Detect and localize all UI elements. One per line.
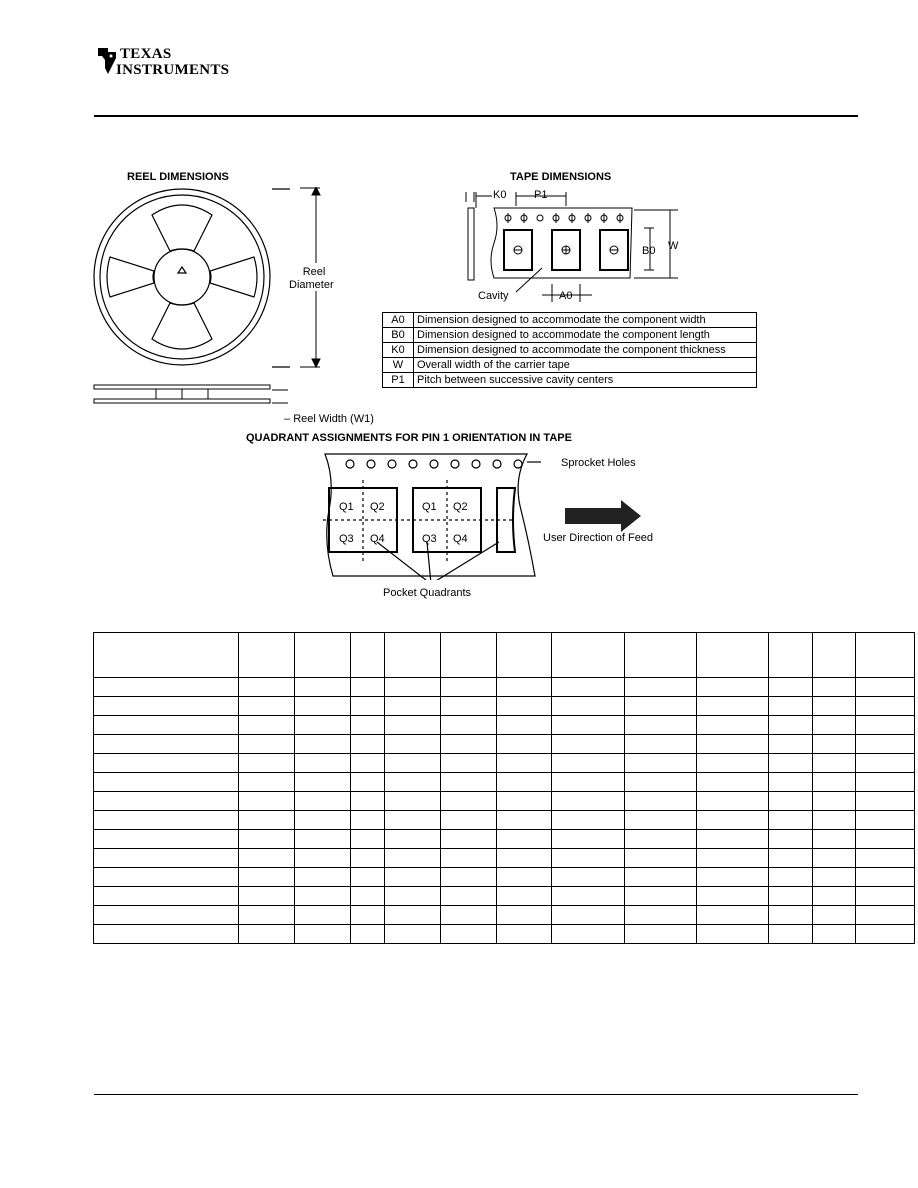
legend-key: A0 — [383, 313, 414, 328]
legend-key: P1 — [383, 373, 414, 388]
legend-desc: Overall width of the carrier tape — [414, 358, 757, 373]
legend-key: B0 — [383, 328, 414, 343]
quadrant-q4-a: Q4 — [370, 533, 385, 545]
reel-title: REEL DIMENSIONS — [127, 171, 229, 183]
tape-k0-label: K0 — [493, 189, 507, 201]
reel-dimension-arrows — [300, 187, 330, 417]
table-row — [94, 887, 915, 906]
legend-row — [383, 358, 757, 373]
tape-w-label: W — [668, 240, 679, 252]
table-row — [94, 735, 915, 754]
reel-diagram — [90, 185, 290, 430]
footer-rule — [94, 1094, 858, 1095]
legend-row — [383, 373, 757, 388]
reel-diameter-label-1: Reel — [302, 266, 326, 278]
table-row — [94, 906, 915, 925]
reel-diameter-label-2: Diameter — [289, 279, 334, 291]
legend-row — [383, 343, 757, 358]
quadrant-q2-b: Q2 — [453, 501, 468, 513]
brand-name — [116, 46, 229, 78]
tape-p1-label: P1 — [534, 189, 548, 201]
table-header-row — [94, 633, 915, 678]
legend-key: K0 — [383, 343, 414, 358]
table-row — [94, 792, 915, 811]
feed-arrow-icon — [565, 500, 641, 532]
tape-b0-label: B0 — [642, 245, 656, 257]
tape-legend-table — [382, 312, 757, 388]
table-row — [94, 773, 915, 792]
legend-key: W — [383, 358, 414, 373]
table-row — [94, 849, 915, 868]
table-row — [94, 678, 915, 697]
quadrant-title: QUADRANT ASSIGNMENTS FOR PIN 1 ORIENTATION IN TAPE — [246, 432, 572, 444]
tape-a0-label: A0 — [559, 290, 573, 302]
brand-line-1: TEXAS — [120, 46, 172, 62]
table-row — [94, 811, 915, 830]
legend-desc: Dimension designed to accommodate the component thickness — [414, 343, 757, 358]
reel-width-text: Reel Width (W1) — [293, 413, 374, 425]
table-row — [94, 830, 915, 849]
legend-desc: Dimension designed to accommodate the component length — [414, 328, 757, 343]
tape-reel-info-table — [93, 632, 915, 944]
table-row — [94, 754, 915, 773]
brand-line-2: INSTRUMENTS — [116, 62, 230, 78]
legend-desc: Dimension designed to accommodate the component width — [414, 313, 757, 328]
quadrant-q3-b: Q3 — [422, 533, 437, 545]
ti-logo-icon — [96, 46, 118, 76]
table-row — [94, 697, 915, 716]
quadrant-q4-b: Q4 — [453, 533, 468, 545]
pocket-quadrants-label: Pocket Quadrants — [383, 587, 472, 599]
legend-desc: Pitch between successive cavity centers — [414, 373, 757, 388]
quadrant-q3-a: Q3 — [339, 533, 354, 545]
table-row — [94, 868, 915, 887]
quadrant-q1-a: Q1 — [339, 501, 354, 513]
legend-row — [383, 328, 757, 343]
tape-title: TAPE DIMENSIONS — [510, 171, 612, 183]
table-row — [94, 925, 915, 944]
legend-row — [383, 313, 757, 328]
tape-cavity-label: Cavity — [478, 290, 509, 302]
ti-logo — [96, 46, 230, 86]
quadrant-q2-a: Q2 — [370, 501, 385, 513]
table-row — [94, 716, 915, 735]
quadrant-q1-b: Q1 — [422, 501, 437, 513]
tape-diagram — [458, 188, 698, 306]
feed-direction-label: User Direction of Feed — [543, 532, 654, 544]
quadrant-diagram — [315, 450, 645, 580]
header-rule — [94, 115, 858, 117]
sprocket-holes-label: Sprocket Holes — [561, 457, 636, 469]
reel-width-label: – Reel Width (W1) — [284, 413, 374, 425]
